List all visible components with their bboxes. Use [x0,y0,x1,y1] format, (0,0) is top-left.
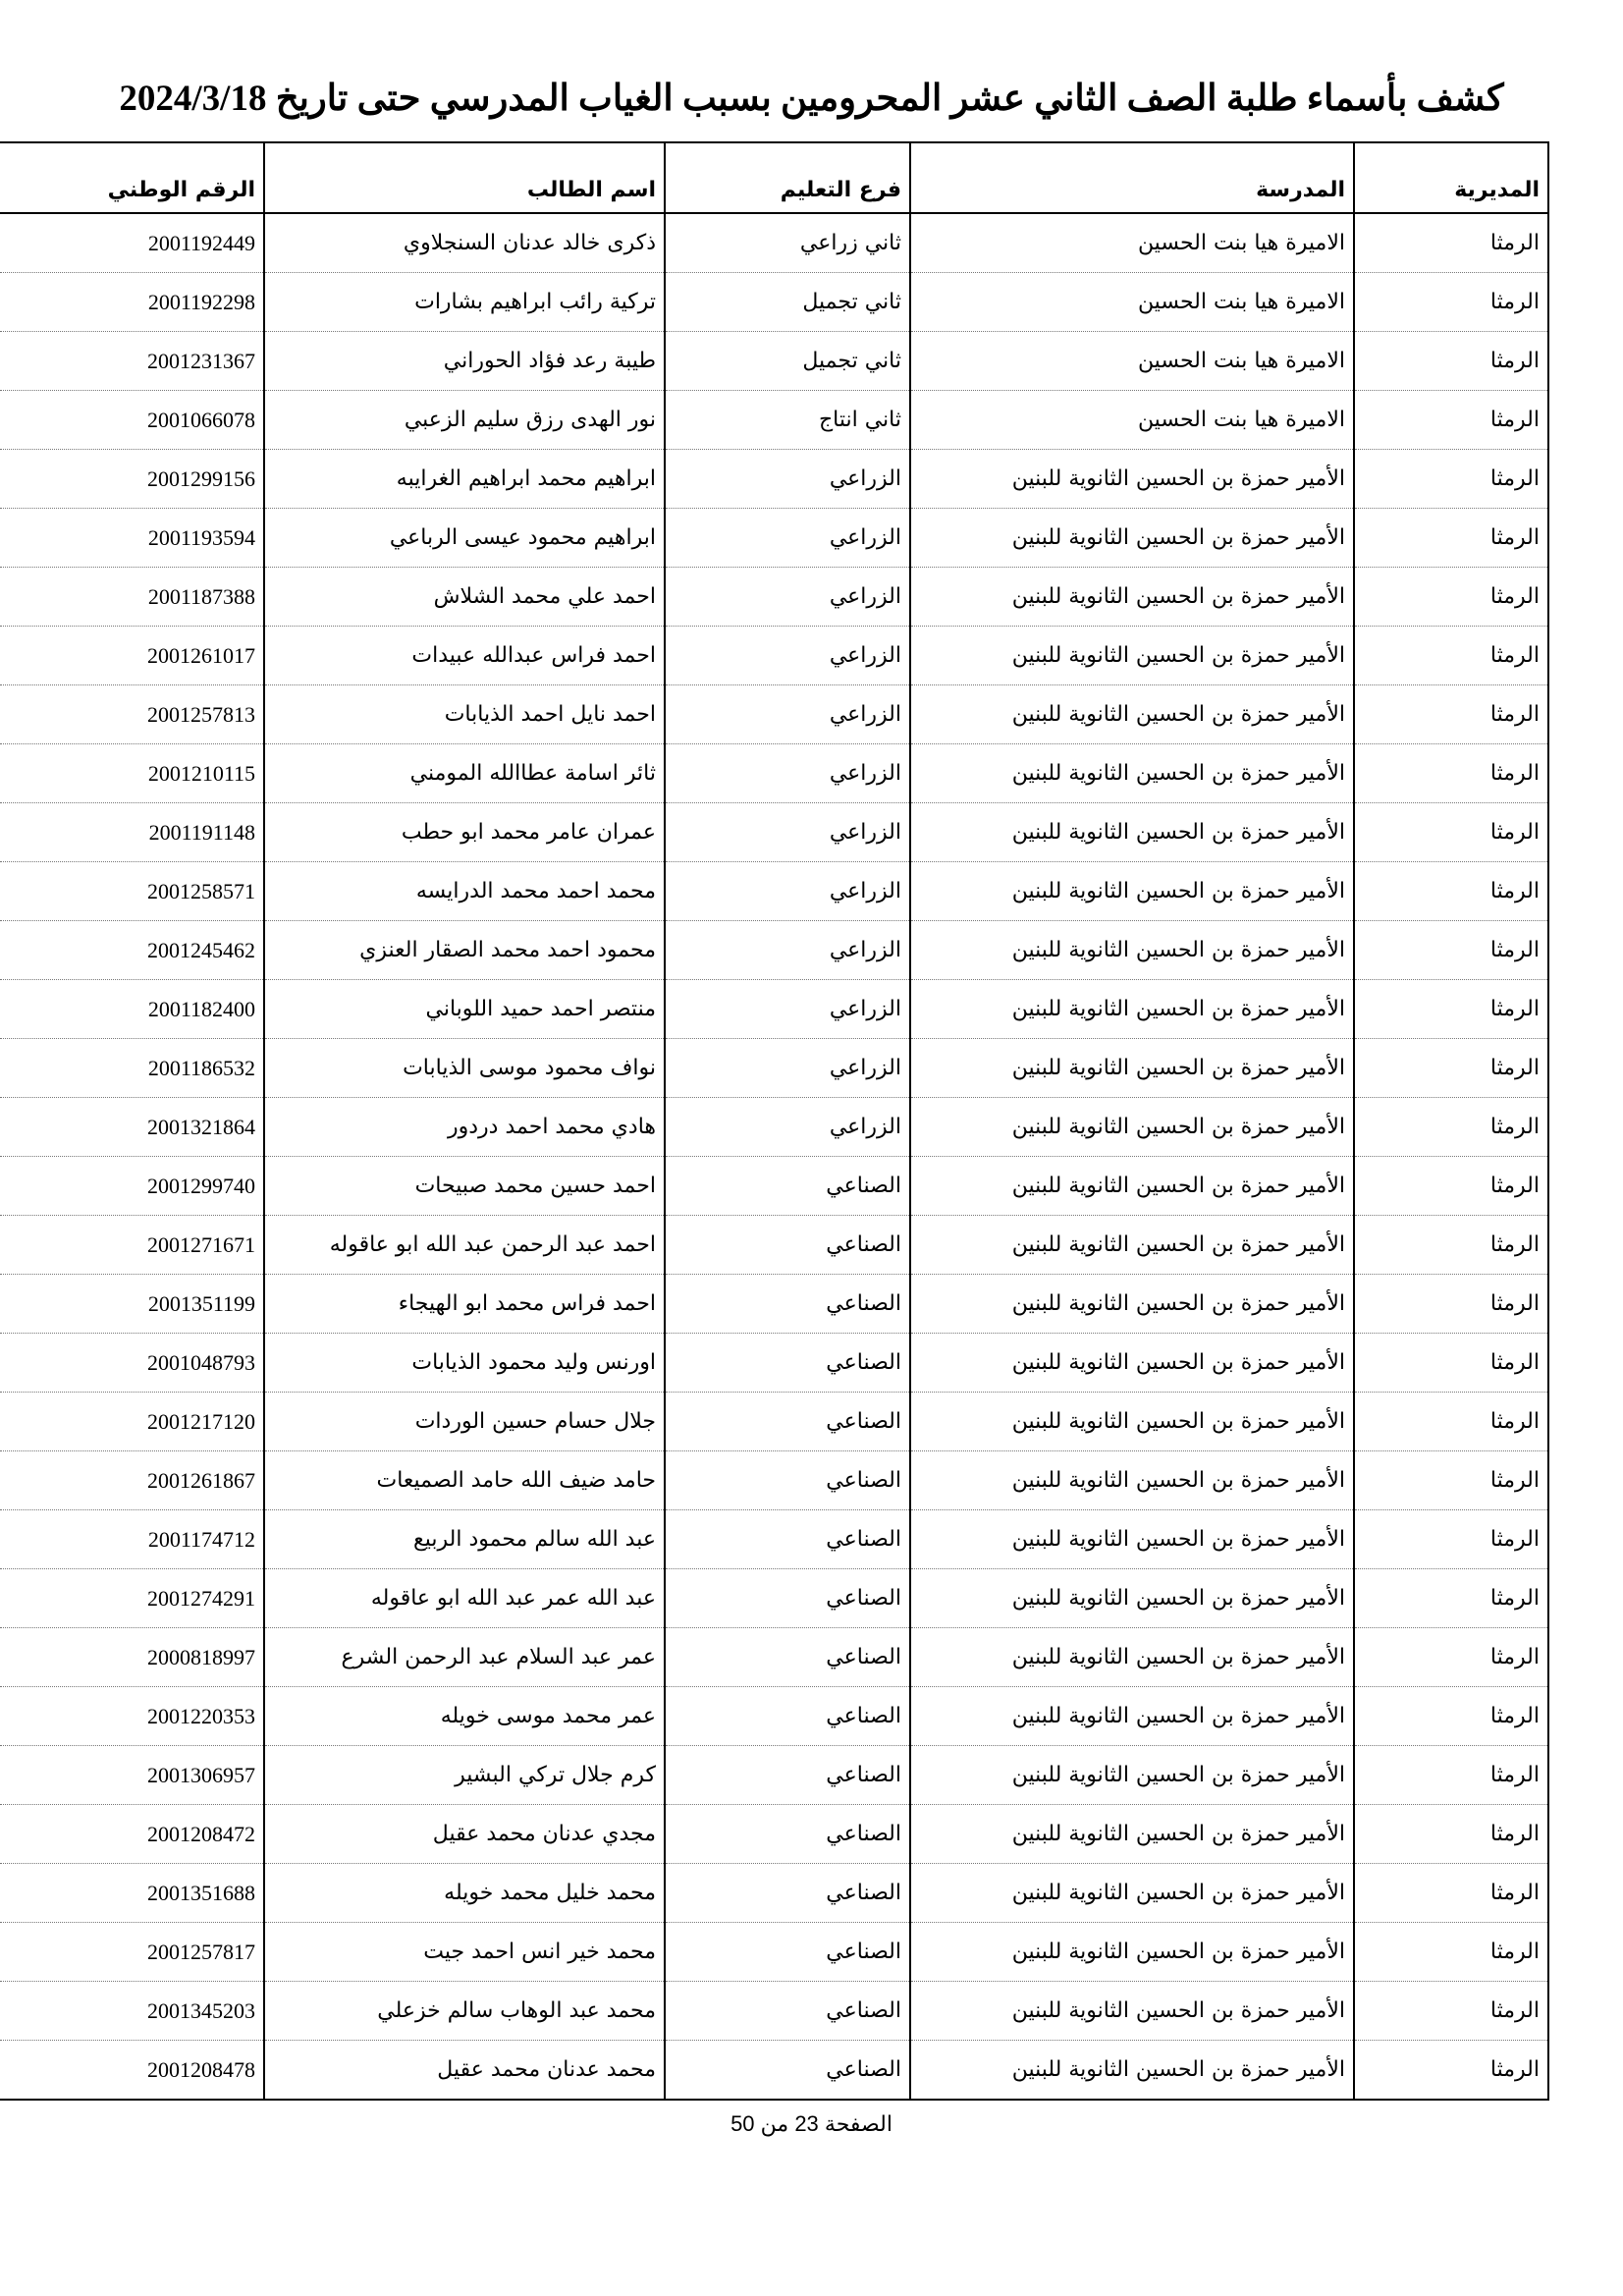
cell-branch: الصناعي [665,1805,910,1864]
column-header-branch: فرع التعليم [665,142,910,213]
table-row [0,213,1548,273]
cell-student-name: عبد الله سالم محمود الربيع [264,1510,665,1569]
cell-directorate: الرمثا [1354,1098,1548,1157]
cell-branch: الزراعي [665,980,910,1039]
page-title: كشف بأسماء طلبة الصف الثاني عشر المحرومين بسبب الغياب المدرسي حتى تاريخ 2024/3/18 [119,79,1504,119]
cell-directorate: الرمثا [1354,568,1548,627]
cell-school: الأمير حمزة بن الحسين الثانوية للبنين [910,1687,1354,1746]
cell-branch: الصناعي [665,1510,910,1569]
cell-directorate: الرمثا [1354,1864,1548,1923]
cell-branch: الصناعي [665,1334,910,1393]
cell-branch: الزراعي [665,509,910,568]
cell-branch: الزراعي [665,627,910,685]
cell-school: الأمير حمزة بن الحسين الثانوية للبنين [910,1098,1354,1157]
cell-national-id: 2001345203 [0,1982,264,2041]
cell-directorate: الرمثا [1354,862,1548,921]
table-row [0,1923,1548,1982]
cell-student-name: محمد خليل محمد خويله [264,1864,665,1923]
cell-national-id: 2001186532 [0,1039,264,1098]
cell-national-id: 2001066078 [0,391,264,450]
cell-student-name: ابراهيم محمد ابراهيم الغرايبه [264,450,665,509]
cell-national-id: 2001257813 [0,685,264,744]
cell-school: الأمير حمزة بن الحسين الثانوية للبنين [910,921,1354,980]
cell-national-id: 2001208472 [0,1805,264,1864]
cell-directorate: الرمثا [1354,1275,1548,1334]
cell-directorate: الرمثا [1354,1746,1548,1805]
cell-branch: الصناعي [665,1687,910,1746]
cell-school: الأمير حمزة بن الحسين الثانوية للبنين [910,2041,1354,2101]
cell-national-id: 2001231367 [0,332,264,391]
cell-directorate: الرمثا [1354,1216,1548,1275]
cell-branch: ثاني انتاج [665,391,910,450]
cell-national-id: 2001191148 [0,803,264,862]
cell-branch: الزراعي [665,685,910,744]
table-row [0,862,1548,921]
cell-branch: الزراعي [665,744,910,803]
table-header-row [0,142,1548,213]
cell-school: الأمير حمزة بن الحسين الثانوية للبنين [910,568,1354,627]
cell-directorate: الرمثا [1354,509,1548,568]
cell-student-name: محمود احمد محمد الصقار العنزي [264,921,665,980]
cell-directorate: الرمثا [1354,921,1548,980]
table-row [0,627,1548,685]
table-row [0,1864,1548,1923]
cell-branch: الزراعي [665,450,910,509]
table-row [0,1451,1548,1510]
table-row [0,332,1548,391]
cell-school: الأمير حمزة بن الحسين الثانوية للبنين [910,744,1354,803]
cell-school: الأمير حمزة بن الحسين الثانوية للبنين [910,1805,1354,1864]
cell-directorate: الرمثا [1354,450,1548,509]
cell-student-name: ابراهيم محمود عيسى الرباعي [264,509,665,568]
cell-national-id: 2001217120 [0,1393,264,1451]
cell-student-name: محمد عبد الوهاب سالم خزعلي [264,1982,665,2041]
cell-branch: الصناعي [665,1864,910,1923]
cell-branch: الزراعي [665,921,910,980]
cell-student-name: ذكرى خالد عدنان السنجلاوي [264,213,665,273]
cell-national-id: 2001306957 [0,1746,264,1805]
cell-student-name: طيبة رعد فؤاد الحوراني [264,332,665,391]
cell-branch: الصناعي [665,1569,910,1628]
cell-student-name: كرم جلال تركي البشير [264,1746,665,1805]
cell-student-name: نور الهدى رزق سليم الزعبي [264,391,665,450]
cell-branch: الصناعي [665,1157,910,1216]
table-row [0,273,1548,332]
students-table [0,141,1549,2101]
cell-school: الأمير حمزة بن الحسين الثانوية للبنين [910,1216,1354,1275]
cell-branch: الزراعي [665,862,910,921]
cell-national-id: 2000818997 [0,1628,264,1687]
cell-directorate: الرمثا [1354,1451,1548,1510]
cell-school: الأمير حمزة بن الحسين الثانوية للبنين [910,1393,1354,1451]
cell-student-name: احمد علي محمد الشلاش [264,568,665,627]
cell-national-id: 2001299740 [0,1157,264,1216]
cell-student-name: احمد عبد الرحمن عبد الله ابو عاقوله [264,1216,665,1275]
cell-branch: الصناعي [665,1393,910,1451]
cell-school: الأمير حمزة بن الحسين الثانوية للبنين [910,803,1354,862]
cell-national-id: 2001299156 [0,450,264,509]
cell-school: الأمير حمزة بن الحسين الثانوية للبنين [910,862,1354,921]
cell-school: الأمير حمزة بن الحسين الثانوية للبنين [910,1334,1354,1393]
cell-national-id: 2001245462 [0,921,264,980]
cell-student-name: تركية رائب ابراهيم بشارات [264,273,665,332]
cell-student-name: احمد نايل احمد الذيابات [264,685,665,744]
table-row [0,685,1548,744]
column-header-school: المدرسة [910,142,1354,213]
cell-national-id: 2001258571 [0,862,264,921]
cell-school: الأمير حمزة بن الحسين الثانوية للبنين [910,980,1354,1039]
cell-directorate: الرمثا [1354,332,1548,391]
cell-school: الأمير حمزة بن الحسين الثانوية للبنين [910,685,1354,744]
table-row [0,1746,1548,1805]
table-header [0,142,1548,213]
cell-student-name: منتصر احمد حميد اللوباني [264,980,665,1039]
cell-school: الأمير حمزة بن الحسين الثانوية للبنين [910,1923,1354,1982]
cell-branch: ثاني تجميل [665,273,910,332]
cell-student-name: هادي محمد احمد دردور [264,1098,665,1157]
cell-student-name: محمد احمد محمد الدرايسه [264,862,665,921]
cell-directorate: الرمثا [1354,744,1548,803]
cell-student-name: عمران عامر محمد ابو حطب [264,803,665,862]
cell-directorate: الرمثا [1354,803,1548,862]
cell-directorate: الرمثا [1354,1628,1548,1687]
cell-school: الأمير حمزة بن الحسين الثانوية للبنين [910,1275,1354,1334]
cell-school: الاميرة هيا بنت الحسين [910,273,1354,332]
table-row [0,1216,1548,1275]
cell-national-id: 2001208478 [0,2041,264,2101]
table-row [0,1393,1548,1451]
cell-branch: ثاني تجميل [665,332,910,391]
cell-branch: الصناعي [665,1216,910,1275]
table-row [0,509,1548,568]
table-row [0,391,1548,450]
table-row [0,1687,1548,1746]
cell-directorate: الرمثا [1354,1805,1548,1864]
cell-branch: الزراعي [665,1098,910,1157]
cell-school: الأمير حمزة بن الحسين الثانوية للبنين [910,450,1354,509]
cell-student-name: عبد الله عمر عبد الله ابو عاقوله [264,1569,665,1628]
cell-school: الأمير حمزة بن الحسين الثانوية للبنين [910,509,1354,568]
cell-national-id: 2001257817 [0,1923,264,1982]
cell-branch: الصناعي [665,1275,910,1334]
table-row [0,921,1548,980]
cell-branch: الزراعي [665,1039,910,1098]
cell-national-id: 2001048793 [0,1334,264,1393]
table-row [0,1334,1548,1393]
cell-student-name: عمر محمد موسى خويله [264,1687,665,1746]
cell-directorate: الرمثا [1354,1157,1548,1216]
cell-directorate: الرمثا [1354,627,1548,685]
cell-national-id: 2001261867 [0,1451,264,1510]
cell-directorate: الرمثا [1354,1687,1548,1746]
cell-national-id: 2001351688 [0,1864,264,1923]
cell-branch: الزراعي [665,803,910,862]
cell-directorate: الرمثا [1354,685,1548,744]
table-row [0,568,1548,627]
table-row [0,980,1548,1039]
cell-student-name: احمد فراس محمد ابو الهيجاء [264,1275,665,1334]
cell-student-name: حامد ضيف الله حامد الصميعات [264,1451,665,1510]
cell-national-id: 2001321864 [0,1098,264,1157]
cell-directorate: الرمثا [1354,1334,1548,1393]
cell-school: الأمير حمزة بن الحسين الثانوية للبنين [910,1628,1354,1687]
table-row [0,1157,1548,1216]
cell-directorate: الرمثا [1354,1923,1548,1982]
cell-national-id: 2001192449 [0,213,264,273]
cell-national-id: 2001182400 [0,980,264,1039]
cell-national-id: 2001261017 [0,627,264,685]
cell-student-name: محمد عدنان محمد عقيل [264,2041,665,2101]
cell-student-name: اورنس وليد محمود الذيابات [264,1334,665,1393]
table-row [0,744,1548,803]
cell-national-id: 2001174712 [0,1510,264,1569]
cell-school: الأمير حمزة بن الحسين الثانوية للبنين [910,1746,1354,1805]
table-body [0,213,1548,2100]
cell-student-name: احمد فراس عبدالله عبيدات [264,627,665,685]
table-row [0,1510,1548,1569]
cell-school: الاميرة هيا بنت الحسين [910,332,1354,391]
cell-student-name: نواف محمود موسى الذيابات [264,1039,665,1098]
cell-national-id: 2001351199 [0,1275,264,1334]
cell-directorate: الرمثا [1354,1569,1548,1628]
cell-student-name: محمد خير انس احمد جيت [264,1923,665,1982]
cell-directorate: الرمثا [1354,1510,1548,1569]
cell-school: الأمير حمزة بن الحسين الثانوية للبنين [910,1569,1354,1628]
column-header-directorate: المديرية [1354,142,1548,213]
cell-national-id: 2001192298 [0,273,264,332]
cell-directorate: الرمثا [1354,213,1548,273]
cell-national-id: 2001271671 [0,1216,264,1275]
cell-student-name: ثائر اسامة عطاالله المومني [264,744,665,803]
cell-school: الأمير حمزة بن الحسين الثانوية للبنين [910,1864,1354,1923]
cell-national-id: 2001210115 [0,744,264,803]
cell-national-id: 2001193594 [0,509,264,568]
table-row [0,1569,1548,1628]
table-row [0,1098,1548,1157]
table-row [0,450,1548,509]
table-row [0,1982,1548,2041]
page-number: الصفحة 23 من 50 [730,2111,893,2136]
cell-national-id: 2001274291 [0,1569,264,1628]
table-row [0,1039,1548,1098]
cell-school: الاميرة هيا بنت الحسين [910,213,1354,273]
cell-school: الأمير حمزة بن الحسين الثانوية للبنين [910,1039,1354,1098]
cell-branch: الزراعي [665,568,910,627]
table-row [0,2041,1548,2101]
cell-directorate: الرمثا [1354,1982,1548,2041]
cell-student-name: عمر عبد السلام عبد الرحمن الشرع [264,1628,665,1687]
cell-directorate: الرمثا [1354,980,1548,1039]
cell-directorate: الرمثا [1354,273,1548,332]
cell-branch: ثاني زراعي [665,213,910,273]
table-row [0,1628,1548,1687]
column-header-student-name: اسم الطالب [264,142,665,213]
cell-school: الأمير حمزة بن الحسين الثانوية للبنين [910,1451,1354,1510]
table-row [0,803,1548,862]
cell-branch: الصناعي [665,1451,910,1510]
cell-national-id: 2001187388 [0,568,264,627]
cell-school: الأمير حمزة بن الحسين الثانوية للبنين [910,1157,1354,1216]
students-table-container [88,141,1549,2101]
cell-directorate: الرمثا [1354,391,1548,450]
cell-branch: الصناعي [665,1628,910,1687]
column-header-national-id: الرقم الوطني [0,142,264,213]
cell-national-id: 2001220353 [0,1687,264,1746]
cell-student-name: مجدي عدنان محمد عقيل [264,1805,665,1864]
cell-branch: الصناعي [665,2041,910,2101]
cell-branch: الصناعي [665,1746,910,1805]
cell-directorate: الرمثا [1354,1039,1548,1098]
table-row [0,1805,1548,1864]
cell-school: الأمير حمزة بن الحسين الثانوية للبنين [910,1510,1354,1569]
cell-school: الاميرة هيا بنت الحسين [910,391,1354,450]
cell-school: الأمير حمزة بن الحسين الثانوية للبنين [910,1982,1354,2041]
cell-branch: الصناعي [665,1982,910,2041]
cell-student-name: احمد حسين محمد صبيحات [264,1157,665,1216]
cell-student-name: جلال حسام حسين الوردات [264,1393,665,1451]
cell-directorate: الرمثا [1354,2041,1548,2101]
cell-directorate: الرمثا [1354,1393,1548,1451]
cell-school: الأمير حمزة بن الحسين الثانوية للبنين [910,627,1354,685]
cell-branch: الصناعي [665,1923,910,1982]
table-row [0,1275,1548,1334]
